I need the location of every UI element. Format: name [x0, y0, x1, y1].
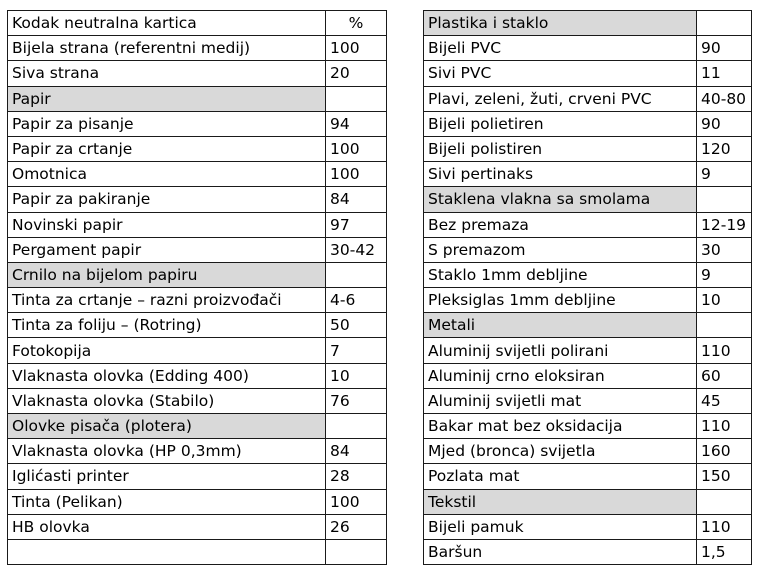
material-label: Fotokopija [8, 338, 326, 363]
reflectance-value: 30-42 [326, 237, 387, 262]
material-label: Aluminij crno eloksiran [424, 363, 697, 388]
section-header-row [8, 86, 387, 111]
section-title: Plastika i staklo [424, 11, 697, 36]
material-label: Bijeli PVC [424, 36, 697, 61]
left-table-body [8, 11, 387, 565]
reflectance-value: 10 [326, 363, 387, 388]
material-label: Aluminij svijetli mat [424, 388, 697, 413]
reflectance-value: 7 [326, 338, 387, 363]
table-row [424, 288, 752, 313]
table-row [424, 464, 752, 489]
material-label: Kodak neutralna kartica [8, 11, 326, 36]
reflectance-value: 90 [697, 111, 752, 136]
table-row [424, 136, 752, 161]
reflectance-value: 84 [326, 187, 387, 212]
material-label: Papir za pakiranje [8, 187, 326, 212]
right-reflectance-table [423, 10, 752, 565]
reflectance-value: % [326, 11, 387, 36]
material-label: Plavi, zeleni, žuti, crveni PVC [424, 86, 697, 111]
reflectance-value: 11 [697, 61, 752, 86]
material-label: Sivi pertinaks [424, 162, 697, 187]
table-row [8, 539, 387, 564]
table-row [8, 136, 387, 161]
section-header-row [424, 187, 752, 212]
reflectance-value [697, 187, 752, 212]
material-label: Pergament papir [8, 237, 326, 262]
table-row [8, 313, 387, 338]
right-table-body [424, 11, 752, 565]
material-label: Bez premaza [424, 212, 697, 237]
table-row [424, 111, 752, 136]
section-header-row [8, 414, 387, 439]
material-label: Pleksiglas 1mm debljine [424, 288, 697, 313]
material-label: Pozlata mat [424, 464, 697, 489]
table-row [424, 237, 752, 262]
section-header-row [8, 262, 387, 287]
reflectance-value [326, 262, 387, 287]
reflectance-value: 110 [697, 514, 752, 539]
table-row [424, 363, 752, 388]
reflectance-value: 60 [697, 363, 752, 388]
table-row [8, 288, 387, 313]
section-title: Metali [424, 313, 697, 338]
table-row [424, 414, 752, 439]
reflectance-value: 100 [326, 136, 387, 161]
reflectance-value: 110 [697, 414, 752, 439]
reflectance-value: 150 [697, 464, 752, 489]
reflectance-value: 100 [326, 36, 387, 61]
material-label: Vlaknasta olovka (Edding 400) [8, 363, 326, 388]
table-row [8, 363, 387, 388]
reflectance-value: 1,5 [697, 539, 752, 564]
table-row [424, 61, 752, 86]
reflectance-value: 90 [697, 36, 752, 61]
material-label: Bijeli polietiren [424, 111, 697, 136]
section-header-row [424, 313, 752, 338]
material-label: Iglićasti printer [8, 464, 326, 489]
reflectance-value: 9 [697, 162, 752, 187]
reflectance-value: 12-19 [697, 212, 752, 237]
section-title: Staklena vlakna sa smolama [424, 187, 697, 212]
material-label: Staklo 1mm debljine [424, 262, 697, 287]
table-row [424, 212, 752, 237]
table-row [8, 237, 387, 262]
table-row [8, 514, 387, 539]
material-label: Bijeli pamuk [424, 514, 697, 539]
material-label: Sivi PVC [424, 61, 697, 86]
table-row [8, 464, 387, 489]
reflectance-value: 40-80 [697, 86, 752, 111]
table-row [8, 489, 387, 514]
table-row [424, 338, 752, 363]
table-row [424, 388, 752, 413]
material-label: Omotnica [8, 162, 326, 187]
material-label: Papir za crtanje [8, 136, 326, 161]
reflectance-value: 94 [326, 111, 387, 136]
table-row [8, 36, 387, 61]
material-label: Tinta (Pelikan) [8, 489, 326, 514]
reflectance-value: 45 [697, 388, 752, 413]
material-label: Siva strana [8, 61, 326, 86]
material-label: Bijela strana (referentni medij) [8, 36, 326, 61]
material-label: Tinta za crtanje – razni proizvođači [8, 288, 326, 313]
table-row [8, 388, 387, 413]
reflectance-value [326, 86, 387, 111]
material-label: Tinta za foliju – (Rotring) [8, 313, 326, 338]
reflectance-value [697, 489, 752, 514]
material-label: Vlaknasta olovka (Stabilo) [8, 388, 326, 413]
reflectance-value: 9 [697, 262, 752, 287]
reflectance-value: 97 [326, 212, 387, 237]
reflectance-value: 76 [326, 388, 387, 413]
table-row [424, 262, 752, 287]
reflectance-value: 26 [326, 514, 387, 539]
reflectance-value: 100 [326, 162, 387, 187]
table-row [424, 36, 752, 61]
reflectance-value: 100 [326, 489, 387, 514]
reflectance-value: 160 [697, 439, 752, 464]
table-row [424, 86, 752, 111]
material-label: Papir za pisanje [8, 111, 326, 136]
material-label: Baršun [424, 539, 697, 564]
table-row [8, 111, 387, 136]
reflectance-value: 84 [326, 439, 387, 464]
reflectance-value [697, 313, 752, 338]
table-row [8, 439, 387, 464]
table-row [8, 61, 387, 86]
table-row [8, 187, 387, 212]
reflectance-value: 4-6 [326, 288, 387, 313]
section-title: Crnilo na bijelom papiru [8, 262, 326, 287]
table-row [424, 514, 752, 539]
reflectance-value [697, 11, 752, 36]
section-header-row [424, 489, 752, 514]
table-row [424, 162, 752, 187]
reflectance-value: 110 [697, 338, 752, 363]
reflectance-value [326, 539, 387, 564]
section-title: Papir [8, 86, 326, 111]
reflectance-value: 20 [326, 61, 387, 86]
material-label: S premazom [424, 237, 697, 262]
reflectance-value: 28 [326, 464, 387, 489]
reflectance-value: 120 [697, 136, 752, 161]
material-label: Mjed (bronca) svijetla [424, 439, 697, 464]
table-row [8, 212, 387, 237]
material-label: Novinski papir [8, 212, 326, 237]
table-row [8, 11, 387, 36]
material-label: HB olovka [8, 514, 326, 539]
material-label: Bijeli polistiren [424, 136, 697, 161]
section-title: Olovke pisača (plotera) [8, 414, 326, 439]
table-row [8, 338, 387, 363]
reflectance-value: 10 [697, 288, 752, 313]
section-header-row [424, 11, 752, 36]
reflectance-value: 50 [326, 313, 387, 338]
section-title: Tekstil [424, 489, 697, 514]
table-row [8, 162, 387, 187]
material-label [8, 539, 326, 564]
left-reflectance-table [7, 10, 387, 565]
table-row [424, 439, 752, 464]
material-label: Aluminij svijetli polirani [424, 338, 697, 363]
table-row [424, 539, 752, 564]
material-label: Vlaknasta olovka (HP 0,3mm) [8, 439, 326, 464]
material-label: Bakar mat bez oksidacija [424, 414, 697, 439]
reflectance-value: 30 [697, 237, 752, 262]
reflectance-value [326, 414, 387, 439]
